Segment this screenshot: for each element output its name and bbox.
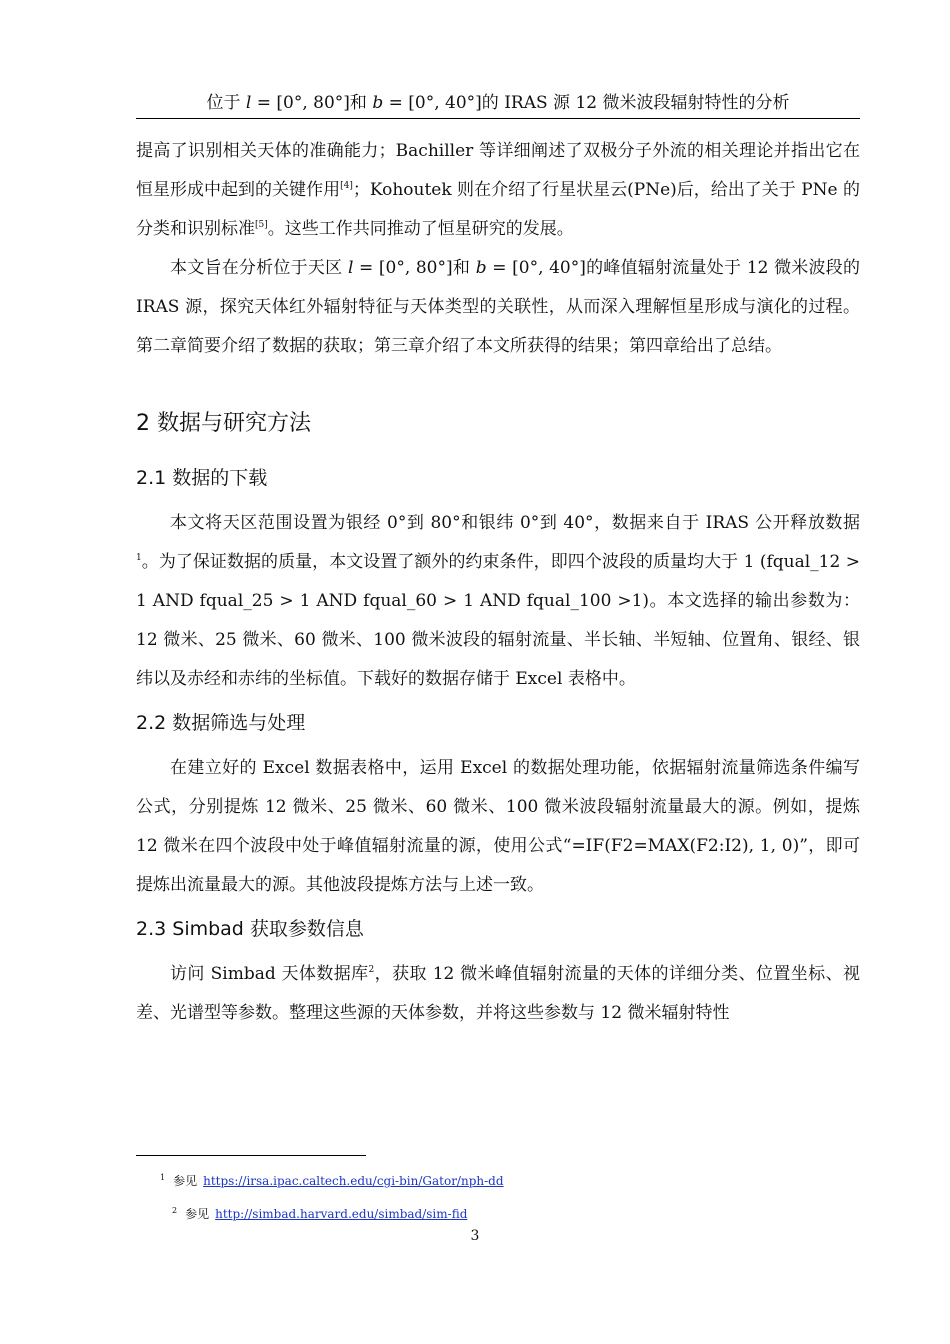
- footnote-ref-2[interactable]: 2: [368, 965, 375, 975]
- section-2-2-paragraph: 在建立好的 Excel 数据表格中，运用 Excel 的数据处理功能，依据辐射流量筛选条件编写公式，分别提炼 12 微米、25 微米、60 微米、100 微米波段辐射流量最大的源。例如，提炼 12 微米在四个波段中处于峰值辐射流量的源，使用公式“=IF(F2=MAX(F2:I2), 1, 0)”，即可提炼出流量最大的源。其他波段提炼方法与上述一致。: [136, 758, 860, 895]
- section-2-3-heading: 2.3 Simbad 获取参数信息: [136, 918, 364, 940]
- page-body: [136, 132, 860, 1033]
- footnote-separator: [136, 1155, 366, 1156]
- header-b-variable: b: [372, 93, 384, 113]
- citation-ref-5[interactable]: [5]: [255, 220, 268, 230]
- citation-ref-4[interactable]: [4]: [340, 181, 353, 191]
- b-variable: b: [475, 258, 487, 278]
- footnote-1: $^1$ 参见 https://irsa.ipac.caltech.edu/cgi-bin/Gator/nph-dd: [160, 1173, 504, 1188]
- footnotes: [160, 1163, 504, 1229]
- header-title-rest: = [0°, 40°]的 IRAS 源 12 微米波段辐射特性的分析: [383, 93, 790, 113]
- header-rule: [136, 118, 860, 119]
- chapter-2-heading: 2 数据与研究方法: [136, 411, 311, 436]
- section-2-1-heading: 2.1 数据的下载: [136, 467, 268, 489]
- l-variable: l: [347, 258, 354, 278]
- footnote-2-link[interactable]: http://simbad.harvard.edu/simbad/sim-fid: [215, 1207, 468, 1221]
- page-number: 3: [470, 1228, 480, 1244]
- section-2-1-paragraph: 本文将天区范围设置为银经 0°到 80°和银纬 0°到 40°，数据来自于 IRAS 公开释放数据$^1$。为了保证数据的质量，本文设置了额外的约束条件，即四个波段的质量均大于 1 (fqual_12 > 1 AND fqual_25 > 1 AND fqual_60 > 1 AND fqual_100 >1)。本文选择的输出参数为：12 微米、25 微米、60 微米、100 微米波段的辐射流量、半长轴、半短轴、位置角、银经、银纬以及赤经和赤纬的坐标值。下载好的数据存储于 Excel 表格中。: [136, 513, 860, 689]
- header-l-variable: l: [245, 93, 252, 113]
- section-2-3-paragraph: 访问 Simbad 天体数据库$^2$，获取 12 微米峰值辐射流量的天体的详细分类、位置坐标、视差、光谱型等参数。整理这些源的天体参数，并将这些参数与 12 微米辐射特性: [136, 964, 860, 1023]
- footnote-ref-1[interactable]: 1: [136, 553, 142, 563]
- footnote-2: $^2$ 参见 http://simbad.harvard.edu/simbad/sim-fid: [172, 1206, 468, 1221]
- intro-paragraph-1: 提高了识别相关天体的准确能力；Bachiller 等详细阐述了双极分子外流的相关理论并指出它在恒星形成中起到的关键作用[4]；Kohoutek 则在介绍了行星状星云(PNe)后，给出了关于 PNe 的分类和识别标准[5]。这些工作共同推动了恒星研究的发展。: [136, 141, 861, 239]
- footnote-1-link[interactable]: https://irsa.ipac.caltech.edu/cgi-bin/Gator/nph-dd: [203, 1174, 504, 1188]
- running-header: [136, 91, 860, 115]
- header-l-range: = [0°, 80°]和: [251, 93, 373, 113]
- section-2-2-heading: 2.2 数据筛选与处理: [136, 712, 306, 734]
- header-text: 位于: [206, 93, 246, 113]
- intro-paragraph-2: 本文旨在分析位于天区 l = [0°, 80°]和 b = [0°, 40°]的峰值辐射流量处于 12 微米波段的 IRAS 源，探究天体红外辐射特征与天体类型的关联性，从而深入理解恒星形成与演化的过程。第二章简要介绍了数据的获取；第三章介绍了本文所获得的结果；第四章给出了总结。: [136, 258, 860, 356]
